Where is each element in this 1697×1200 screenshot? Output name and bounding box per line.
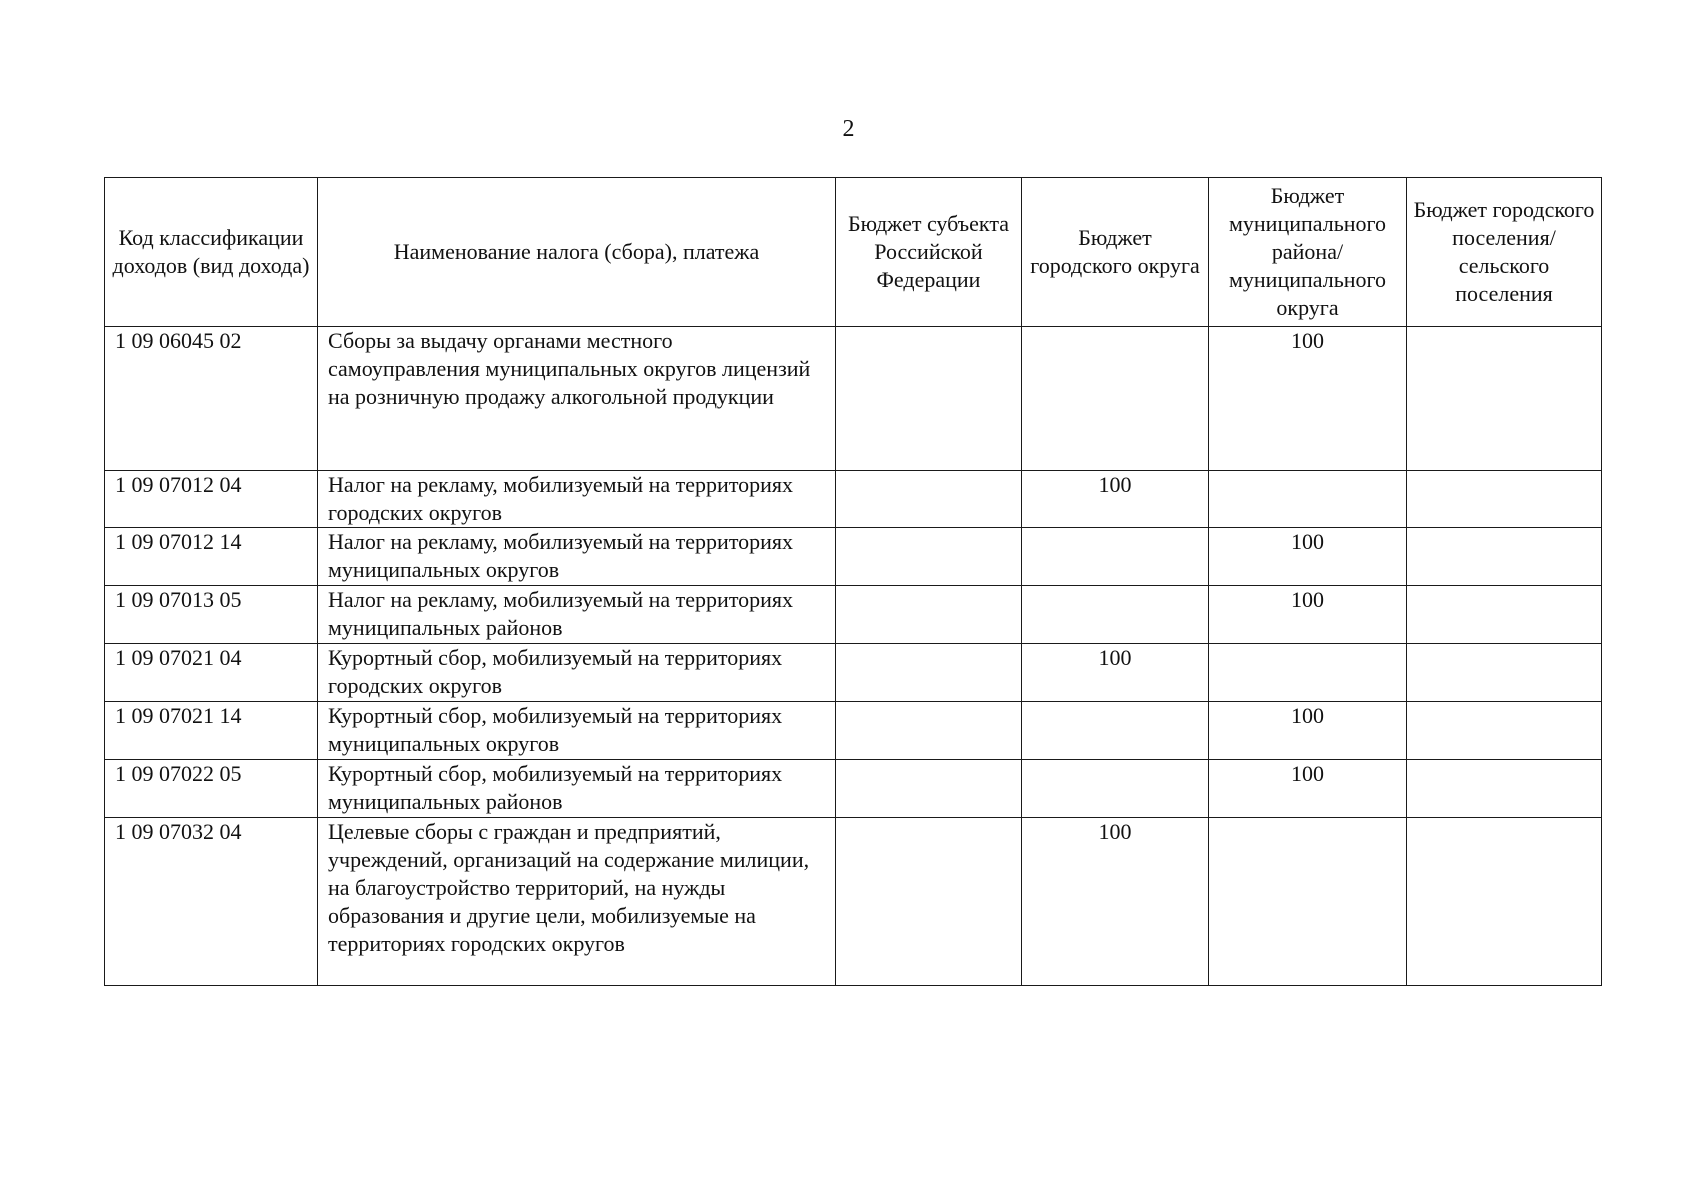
- row-subject-value: [836, 471, 1022, 528]
- row-subject-value: [836, 586, 1022, 644]
- row-code: 1 09 07021 14: [105, 702, 318, 760]
- row-city-district-value: 100: [1022, 471, 1209, 528]
- row-city-district-value: [1022, 528, 1209, 586]
- row-name: Налог на рекламу, мобилизуемый на территориях муниципальных округов: [318, 528, 836, 586]
- row-name: Курортный сбор, мобилизуемый на территориях городских округов: [318, 644, 836, 702]
- table-row: [105, 760, 1602, 818]
- row-code: 1 09 06045 02: [105, 327, 318, 471]
- row-subject-value: [836, 760, 1022, 818]
- header-municipal-district-budget: Бюджет муниципального района/ муниципального округа: [1209, 178, 1407, 327]
- page-number: 2: [842, 116, 855, 142]
- row-code: 1 09 07021 04: [105, 644, 318, 702]
- table-row: [105, 528, 1602, 586]
- row-settlement-value: [1407, 586, 1602, 644]
- row-municipal-district-value: 100: [1209, 586, 1407, 644]
- row-city-district-value: [1022, 327, 1209, 471]
- row-city-district-value: 100: [1022, 818, 1209, 986]
- row-name: Налог на рекламу, мобилизуемый на территориях городских округов: [318, 471, 836, 528]
- row-subject-value: [836, 528, 1022, 586]
- row-settlement-value: [1407, 702, 1602, 760]
- row-municipal-district-value: 100: [1209, 702, 1407, 760]
- row-municipal-district-value: 100: [1209, 528, 1407, 586]
- header-settlement-budget: Бюджет городского поселения/ сельского поселения: [1407, 178, 1602, 327]
- row-settlement-value: [1407, 644, 1602, 702]
- header-city-district-budget: Бюджет городского округа: [1022, 178, 1209, 327]
- row-settlement-value: [1407, 528, 1602, 586]
- table-row: [105, 644, 1602, 702]
- row-code: 1 09 07012 14: [105, 528, 318, 586]
- row-settlement-value: [1407, 818, 1602, 986]
- row-name: Курортный сбор, мобилизуемый на территориях муниципальных округов: [318, 702, 836, 760]
- row-municipal-district-value: [1209, 644, 1407, 702]
- row-code: 1 09 07012 04: [105, 471, 318, 528]
- row-name: Целевые сборы с граждан и предприятий, учреждений, организаций на содержание милиции, на благоустройство территорий, на нужды образования и другие цели, мобилизуемые на территориях городских округов: [318, 818, 836, 986]
- row-code: 1 09 07022 05: [105, 760, 318, 818]
- row-municipal-district-value: 100: [1209, 327, 1407, 471]
- row-subject-value: [836, 702, 1022, 760]
- row-settlement-value: [1407, 471, 1602, 528]
- row-settlement-value: [1407, 327, 1602, 471]
- row-city-district-value: [1022, 760, 1209, 818]
- header-code: Код классификации доходов (вид дохода): [105, 178, 318, 327]
- row-municipal-district-value: [1209, 818, 1407, 986]
- row-code: 1 09 07032 04: [105, 818, 318, 986]
- table-row: [105, 471, 1602, 528]
- table-row: [105, 818, 1602, 986]
- row-name: Курортный сбор, мобилизуемый на территориях муниципальных районов: [318, 760, 836, 818]
- row-municipal-district-value: [1209, 471, 1407, 528]
- table-row: [105, 327, 1602, 471]
- row-code: 1 09 07013 05: [105, 586, 318, 644]
- row-settlement-value: [1407, 760, 1602, 818]
- row-city-district-value: [1022, 702, 1209, 760]
- row-name: Сборы за выдачу органами местного самоуправления муниципальных округов лицензий на розничную продажу алкогольной продукции: [318, 327, 836, 471]
- row-subject-value: [836, 327, 1022, 471]
- table-header-row: [105, 178, 1602, 327]
- row-name: Налог на рекламу, мобилизуемый на территориях муниципальных районов: [318, 586, 836, 644]
- header-name: Наименование налога (сбора), платежа: [318, 178, 836, 327]
- header-subject-budget: Бюджет субъекта Российской Федерации: [836, 178, 1022, 327]
- row-subject-value: [836, 818, 1022, 986]
- table-row: [105, 702, 1602, 760]
- tax-distribution-table: [104, 177, 1602, 986]
- row-city-district-value: 100: [1022, 644, 1209, 702]
- row-municipal-district-value: 100: [1209, 760, 1407, 818]
- row-subject-value: [836, 644, 1022, 702]
- table-row: [105, 586, 1602, 644]
- row-city-district-value: [1022, 586, 1209, 644]
